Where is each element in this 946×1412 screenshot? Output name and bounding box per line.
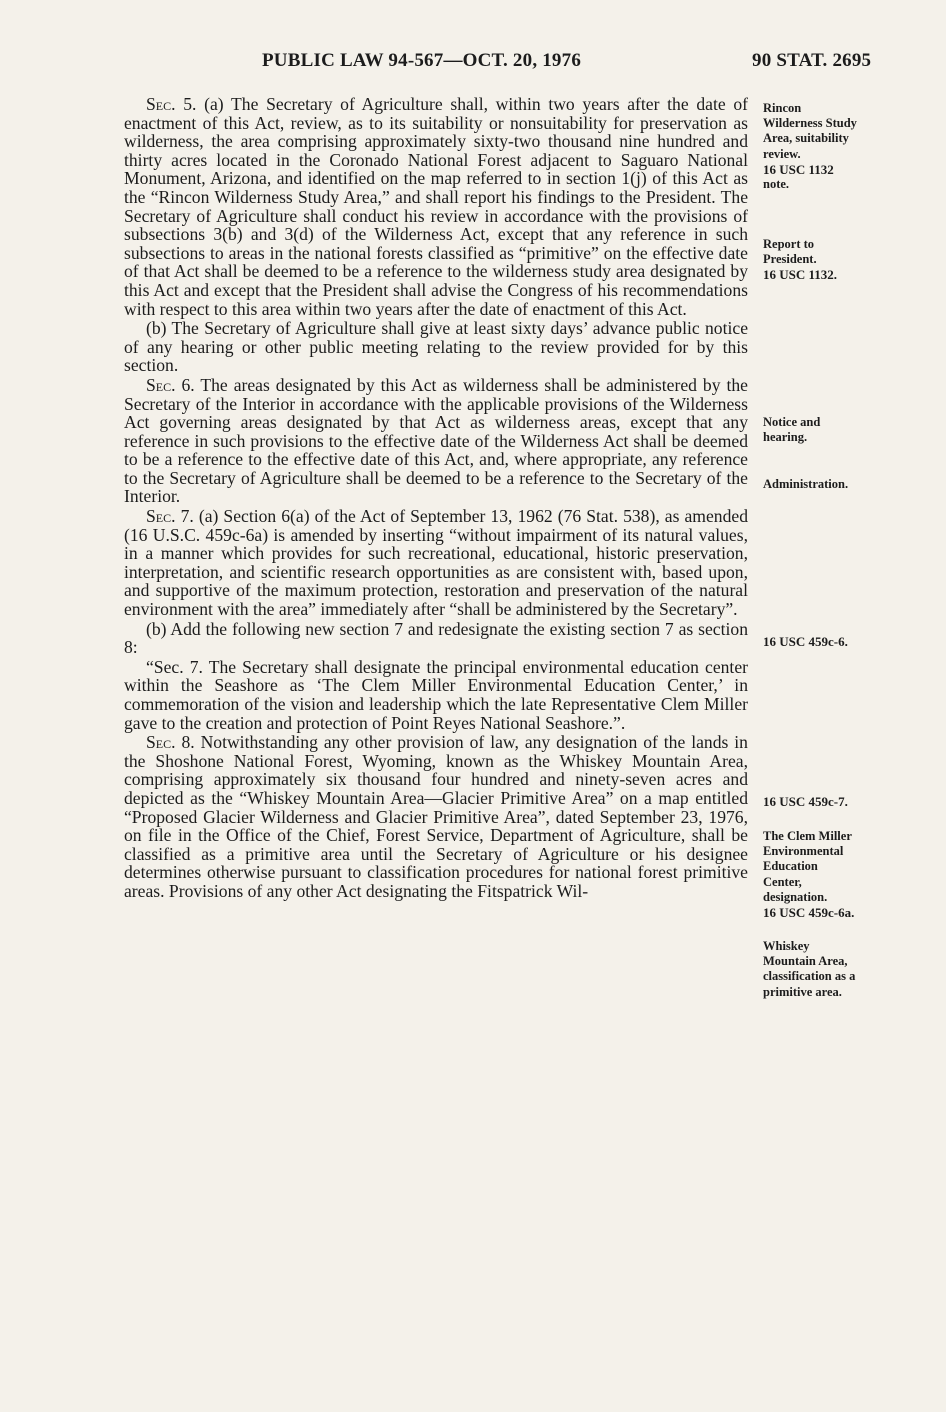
margin-note-line: Environmental <box>763 844 844 859</box>
margin-note-line: 16 USC 1132. <box>763 267 838 283</box>
margin-note-459c-6 <box>763 634 938 649</box>
paragraph-sec-8 <box>124 733 748 900</box>
margin-note-line: Center, <box>763 874 802 889</box>
paragraph-text: (b) The Secretary of Agriculture shall give at least sixty days’ advance public notice of any hearing or other public meeting relating to the review provided for by this section. <box>124 318 748 376</box>
paragraph-text: Notwithstanding any other provision of law, any designation of the lands in the Shoshone National Forest, Wyoming, known as the Whiskey Mountain Area, comprising approximately six thousand four hundred and ninety-seven acres and depicted as the “Whiskey Mountain Area—Glacier Primitive Area” on a map entitled “Proposed Glacier Wilderness and Glacier Primitive Area”, dated September 23, 1976, on file in the Office of the Chief, Forest Service, Department of Agriculture, shall be classified as a primitive area until the Secretary of Agriculture or his designee determines otherwise pursuant to classification procedures for national forest primitive areas. Provisions of any other Act designating the Fitspatrick Wil- <box>124 732 748 901</box>
paragraph-text: The areas designated by this Act as wilderness shall be administered by the Secretary of the Interior in accordance with the applicable provisions of the Wilderness Act governing areas designated by that Act as wilderness areas, except that any reference in such provisions to the effective date of the Wilderness Act shall be deemed to be a reference to the effective date of this Act, and, where appropriate, any reference to the Secretary of Agriculture shall be deemed to be a reference to the Secretary of the Interior. <box>124 374 748 507</box>
paragraph-sec-6 <box>124 376 748 506</box>
margin-note-line: primitive area. <box>763 984 842 999</box>
margin-note-line: designation. <box>763 889 828 904</box>
margin-note-line: hearing. <box>763 430 808 445</box>
paragraph-new-sec-7 <box>124 658 748 732</box>
margin-note-line: President. <box>763 252 817 267</box>
margin-note-notice <box>763 415 938 445</box>
running-header-page: 90 STAT. 2695 <box>752 50 872 71</box>
margin-note-line: Report to <box>763 237 815 251</box>
margin-note-clem-miller <box>763 829 938 920</box>
margin-note-line: Education <box>763 859 818 874</box>
margin-note-line: Wilderness Study <box>763 116 857 131</box>
body-text <box>124 95 748 901</box>
section-label: Sec. 5. <box>146 94 197 114</box>
margin-note-line: 16 USC 459c-7. <box>763 794 848 809</box>
margin-note-459c-7 <box>763 794 938 809</box>
margin-note-line: classification as a <box>763 969 856 984</box>
paragraph-sec-5b <box>124 319 748 375</box>
margin-note-line: Area, suitability <box>763 131 849 146</box>
paragraph-text: (a) Section 6(a) of the Act of September 13, 1962 (76 Stat. 538), as amended (16 U.S.C. 459c-6a) is amended by inserting “without impairment of its natural values, in a manner which provides for such recreational, educational, historic preservation, interpretation, and scientific research opportunities as are consistent with, based upon, and supportive of the maximum protection, restoration and preservation of the natural environment with the area” immediately after “shall be administered by the Secretary”. <box>124 506 748 620</box>
section-label: Sec. 7. <box>146 506 194 527</box>
margin-note-rincon <box>763 101 938 192</box>
margin-note-line: note. <box>763 177 790 192</box>
paragraph-text: “Sec. 7. The Secretary shall designate the principal environmental education center within the Seashore as ‘The Clem Miller Environmental Education Center,’ in commemoration of the vision and leadership which the late Representative Clem Miller gave to the creation and protection of Point Reyes National Seashore.”. <box>124 656 748 733</box>
margin-note-line: 16 USC 459c-6a. <box>763 905 855 921</box>
margin-note-line: Rincon <box>763 101 802 115</box>
margin-note-line: Administration. <box>763 477 849 491</box>
margin-note-line: review. <box>763 146 801 161</box>
margin-note-report <box>763 237 938 283</box>
running-header-title: PUBLIC LAW 94-567—OCT. 20, 1976 <box>262 50 582 71</box>
margin-note-administration <box>763 477 938 492</box>
margin-note-line: 16 USC 459c-6. <box>763 634 848 649</box>
margin-note-line: The Clem Miller <box>763 829 852 843</box>
paragraph-text: (a) The Secretary of Agriculture shall, within two years after the date of enactment of this Act, review, as to its suitability or nonsuitability for preservation as wilderness, the area comprising approximately sixty-two thousand nine hundred and thirty acres located in the Coronado National Forest adjacent to Saguaro National Monument, Arizona, and identified on the map referred to in section 1(j) of this Act as the “Rincon Wilderness Study Area,” and shall report his findings to the President. The Secretary of Agriculture shall conduct his review in accordance with the provisions of subsections 3(b) and 3(d) of the Wilderness Act, except that any reference in such subsections to areas in the national forests classified as “primitive” on the effective date of that Act shall be deemed to be a reference to the wilderness study area designated by this Act and except that the President shall advise the Congress of his recommendations with respect to this area within two years after the date of enactment of this Act. <box>124 94 748 319</box>
paragraph-sec-7a <box>124 507 748 619</box>
margin-note-line: Mountain Area, <box>763 954 848 969</box>
paragraph-text: (b) Add the following new section 7 and redesignate the existing section 7 as section 8: <box>124 618 748 658</box>
margin-note-line: Notice and <box>763 415 821 429</box>
section-label: Sec. 8. <box>146 732 195 753</box>
section-label: Sec. 6. <box>146 374 195 395</box>
margin-note-whiskey <box>763 939 938 1000</box>
paragraph-sec-5a <box>124 95 748 318</box>
paragraph-sec-7b <box>124 620 748 657</box>
margin-note-line: Whiskey <box>763 939 810 953</box>
margin-note-line: 16 USC 1132 <box>763 161 834 177</box>
